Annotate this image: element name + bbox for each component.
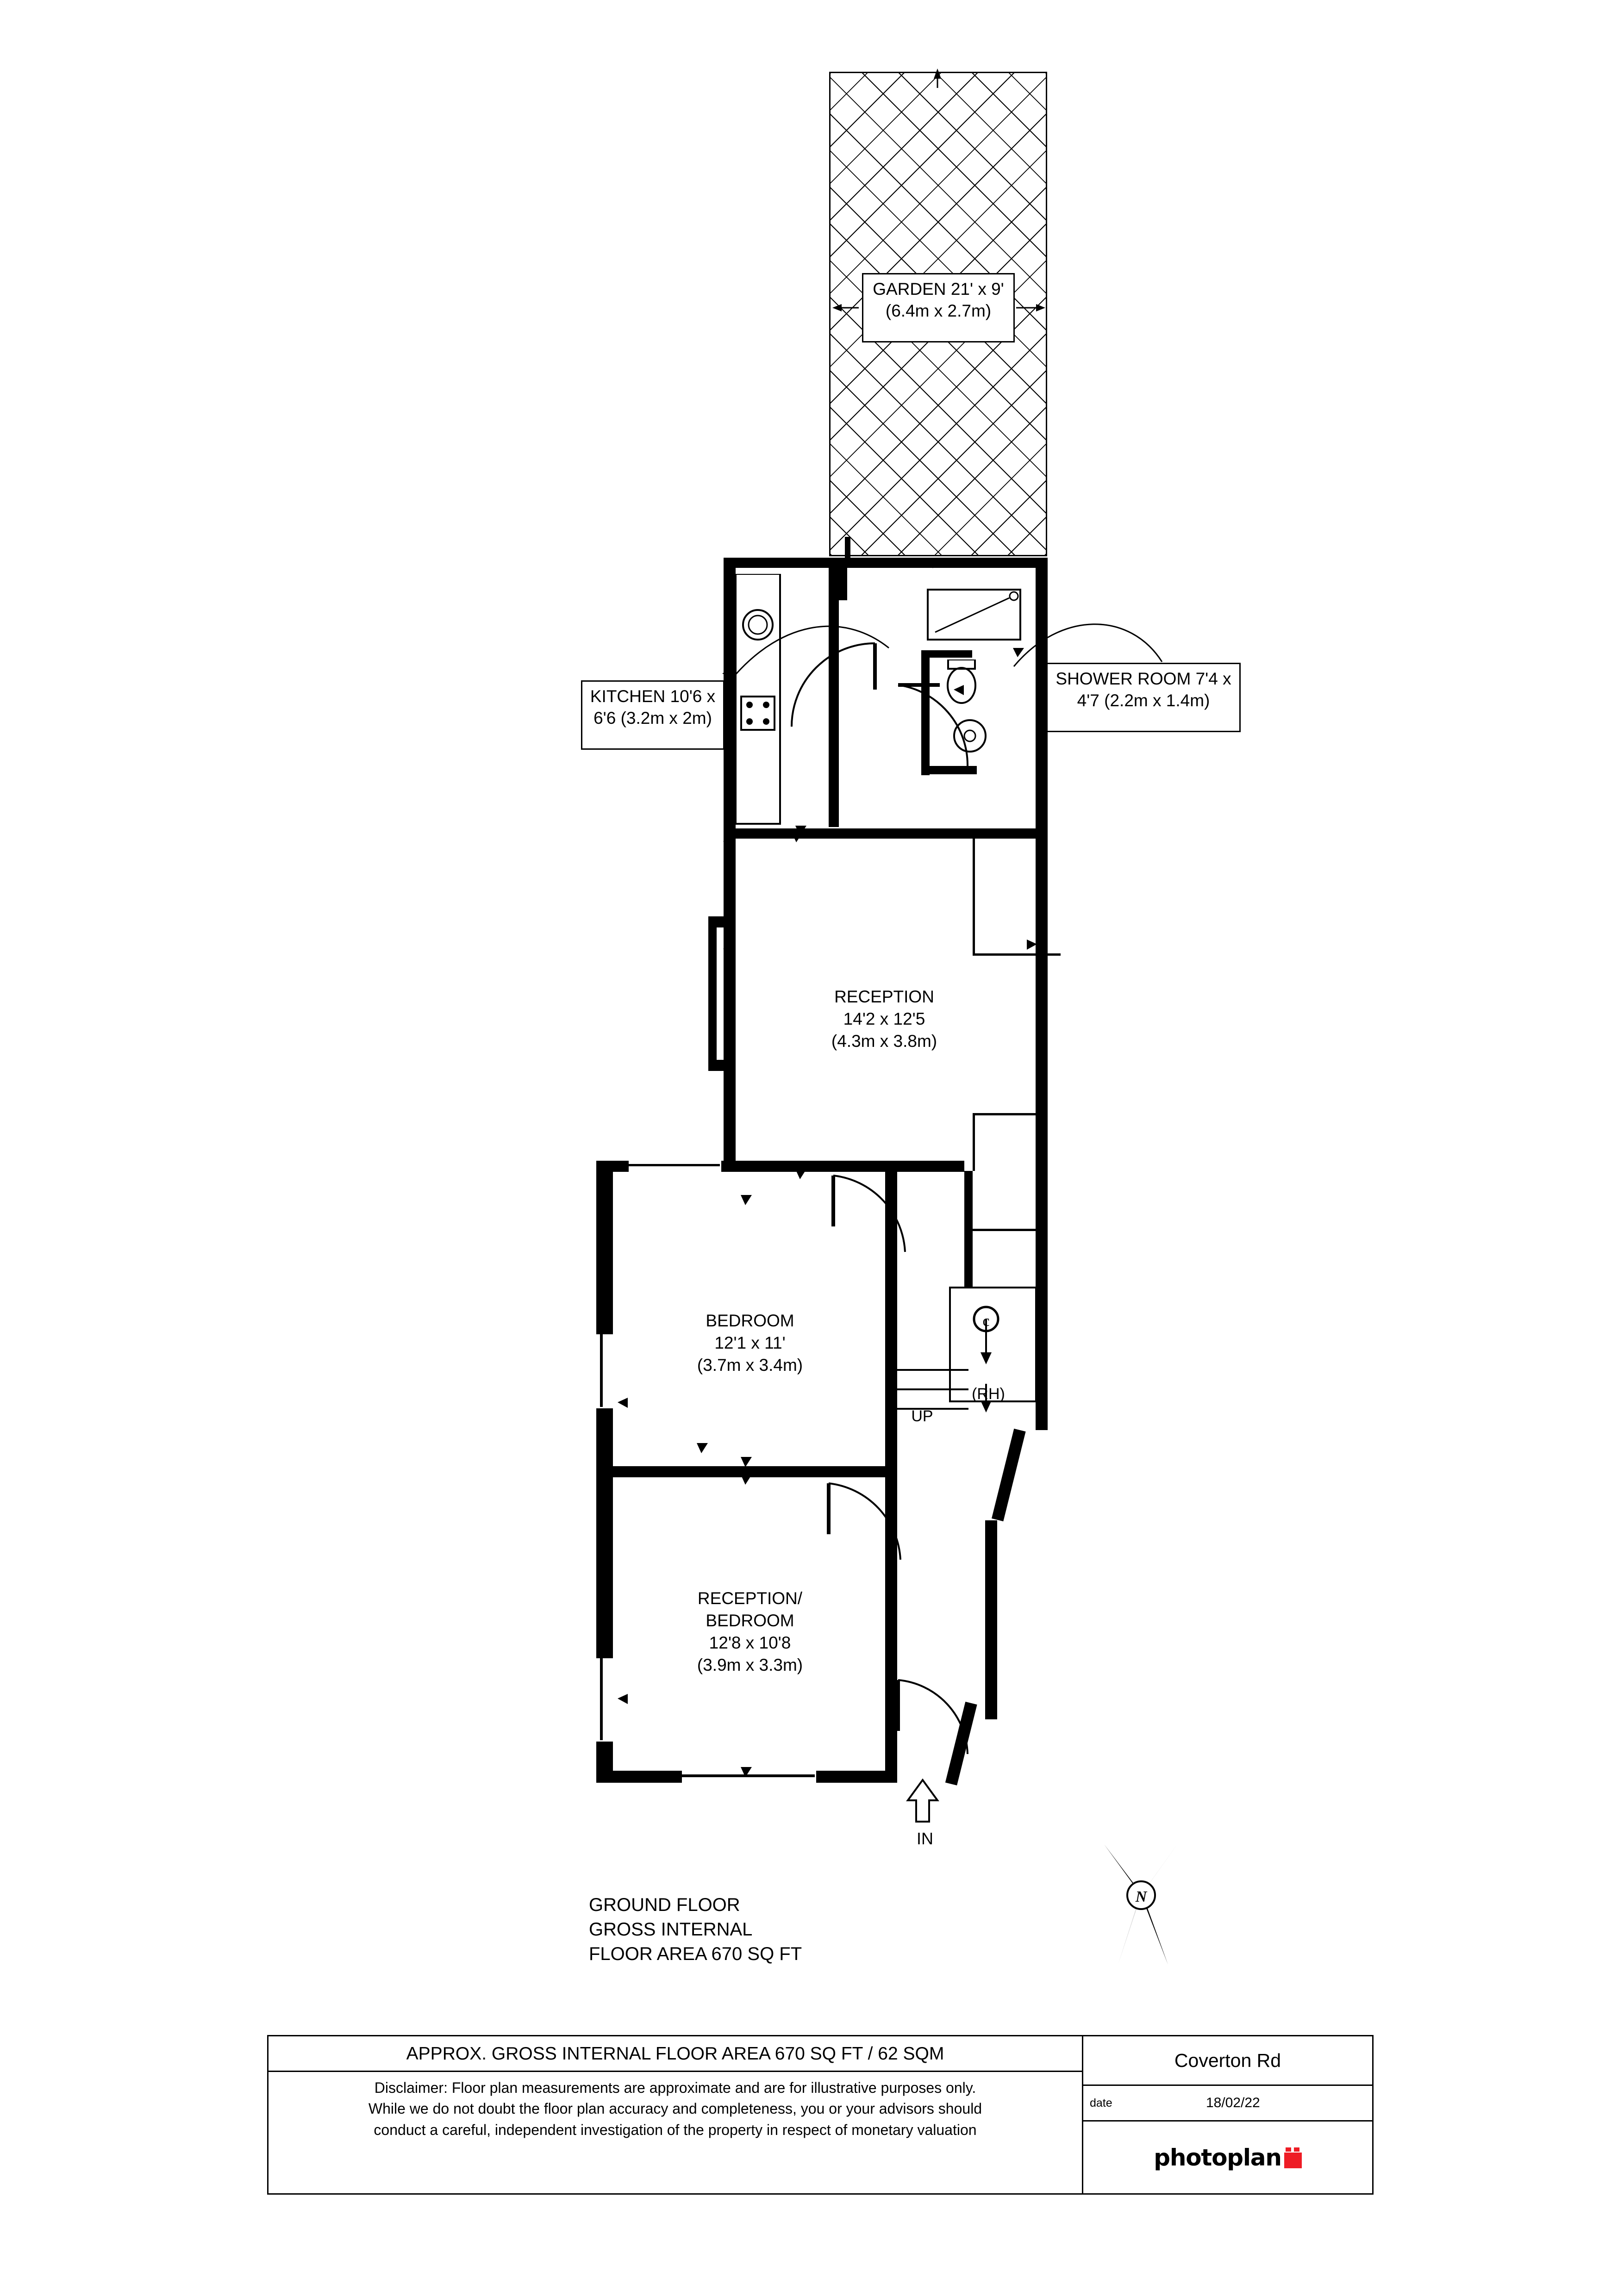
reception-name: RECEPTION bbox=[834, 987, 934, 1006]
footer-panel bbox=[267, 2035, 1374, 2195]
disclaimer-line-1: Disclaimer: Floor plan measurements are approximate and are for illustrative purposes only. bbox=[374, 2079, 976, 2096]
bedroom-dimension-arrows bbox=[602, 1166, 926, 1500]
floor-caption-line-3: FLOOR AREA 670 SQ FT bbox=[589, 1943, 802, 1964]
shower-room-dim-metric: (2.2m x 1.4m) bbox=[1104, 691, 1210, 710]
compass-north-label: N bbox=[1135, 1888, 1147, 1905]
date-value: 18/02/22 bbox=[1206, 2095, 1260, 2110]
bedroom-name: BEDROOM bbox=[706, 1311, 794, 1330]
garden-dimension-arrows bbox=[829, 60, 1051, 347]
bedroom-dim-metric: (3.7m x 3.4m) bbox=[697, 1356, 803, 1375]
reception-bedroom-name-1: RECEPTION/ bbox=[697, 1589, 803, 1608]
reception-dim-imperial: 14'2 x 12'5 bbox=[843, 1009, 925, 1029]
footer-disclaimer bbox=[269, 2072, 1082, 2140]
footer-left-cell bbox=[269, 2036, 1083, 2193]
reception-bedroom-name-2: BEDROOM bbox=[706, 1611, 794, 1630]
entrance-label: IN bbox=[917, 1829, 933, 1848]
svg-text:c: c bbox=[982, 1313, 990, 1330]
floor-caption-line-1: GROUND FLOOR bbox=[589, 1895, 740, 1915]
disclaimer-line-2: While we do not doubt the floor plan accuracy and completeness, you or your advisors should bbox=[368, 2100, 982, 2117]
garden-dim-metric: (6.4m x 2.7m) bbox=[885, 301, 992, 321]
wall-upper-top bbox=[724, 558, 1048, 568]
wall-hall-right-lower bbox=[985, 1520, 997, 1719]
copyright-icon bbox=[968, 1300, 1005, 1338]
floor-caption bbox=[589, 1893, 802, 1966]
stairs-up-label: UP bbox=[911, 1407, 933, 1425]
shower-room-dimension-arrows bbox=[898, 648, 1056, 796]
garden-dim-imperial: 21' x 9' bbox=[950, 280, 1004, 299]
compass-rose bbox=[1090, 1826, 1192, 1979]
shower-room-dim-imperial: 7'4 x 4'7 bbox=[1077, 669, 1231, 710]
footer-right-cell bbox=[1083, 2036, 1372, 2193]
reception-bedroom-dimension-arrows bbox=[602, 1472, 926, 1796]
kitchen-dim-imperial: 10'6 x 6'6 bbox=[593, 687, 716, 728]
disclaimer-line-3: conduct a careful, independent investigation of the property in respect of monetary valuation bbox=[374, 2121, 977, 2138]
date-row bbox=[1083, 2086, 1372, 2122]
shower-room-name: SHOWER ROOM bbox=[1056, 669, 1191, 688]
reception-bedroom-dim-metric: (3.9m x 3.3m) bbox=[697, 1655, 803, 1675]
wall-hall-partition-mid bbox=[964, 1171, 973, 1296]
garden-door-jamb bbox=[845, 537, 850, 565]
floor-caption-line-2: GROSS INTERNAL bbox=[589, 1919, 753, 1940]
reception-bedroom-dim-imperial: 12'8 x 10'8 bbox=[709, 1633, 791, 1653]
stairs-rh-label: (RH) bbox=[972, 1385, 1005, 1403]
photoplan-logo-text: photoplan bbox=[1154, 2144, 1281, 2171]
bedroom-dim-imperial: 12'1 x 11' bbox=[714, 1333, 786, 1353]
photoplan-logo bbox=[1083, 2122, 1372, 2193]
kitchen-dim-metric: (3.2m x 2m) bbox=[620, 709, 712, 728]
footer-area-statement: APPROX. GROSS INTERNAL FLOOR AREA 670 SQ FT / 62 SQM bbox=[269, 2036, 1082, 2072]
reception-dim-metric: (4.3m x 3.8m) bbox=[831, 1032, 937, 1051]
date-label: date bbox=[1090, 2096, 1112, 2109]
photoplan-logo-mark-icon bbox=[1284, 2153, 1302, 2168]
garden-name: GARDEN bbox=[873, 280, 946, 299]
wall-hall-thin-e bbox=[973, 1229, 1042, 1231]
wall-hall-right-angle bbox=[992, 1429, 1026, 1521]
reception-dimension-arrows bbox=[685, 819, 1065, 1189]
room-label-kitchen bbox=[581, 680, 725, 750]
kitchen-name: KITCHEN bbox=[590, 687, 666, 706]
property-address: Coverton Rd bbox=[1083, 2036, 1372, 2086]
